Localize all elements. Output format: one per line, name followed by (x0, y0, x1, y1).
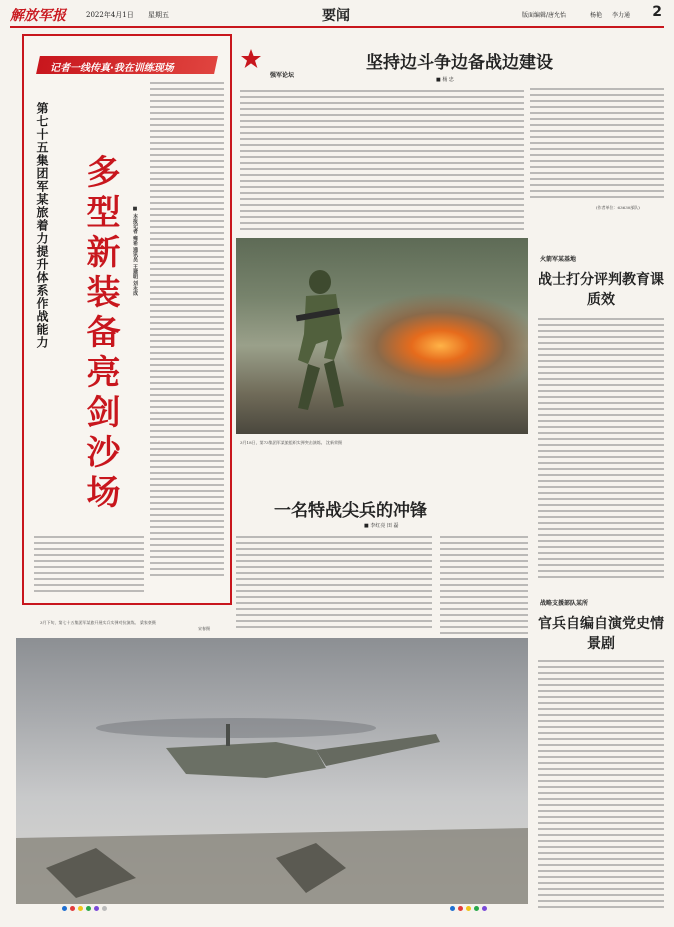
right-title-1 (538, 270, 664, 310)
right-text-1 (538, 318, 664, 582)
soldiers-photo (236, 238, 528, 434)
page-number: 2 (652, 4, 662, 20)
masthead (10, 4, 664, 26)
helicopter-photo (16, 638, 528, 904)
forum-header (236, 34, 664, 82)
soldier-figure (286, 268, 356, 418)
right-title-1-text: 战士打分评判教育课质效 (538, 272, 664, 308)
headline: 多型新装备亮剑沙场 (80, 154, 120, 514)
weekday: 星期五 (148, 11, 169, 19)
right-tag-1: 火箭军某基地 (540, 256, 577, 263)
right-tag-2: 战略支援部队某所 (540, 600, 589, 607)
story-title: 一名特战尖兵的冲锋 (274, 501, 427, 521)
right-title-2 (538, 614, 664, 654)
right-column (532, 250, 664, 920)
forum-text (240, 90, 524, 230)
article-text (150, 82, 224, 576)
article-text-bottom (34, 536, 144, 594)
right-title-2-text: 官兵自编自演党史情景剧 (538, 616, 664, 652)
forum-source: (作者单位：63630部队) (596, 205, 640, 210)
photo1-caption: 3月18日，第73集团军某旅组织实弹突击演练。 沈新荣摄 (240, 440, 342, 445)
left-photo-caption: 3月下旬，第七十五集团军某旅开展实兵实弹对抗演练。 梁家豪摄 (40, 620, 156, 625)
star-icon (240, 48, 262, 70)
right-text-2 (538, 660, 664, 910)
story-text-left (236, 536, 432, 628)
date: 2022年4月1日 (86, 11, 134, 19)
subtitle: 第七十五集团军某旅着力提升体系作战能力 (35, 102, 49, 349)
banner-text: 记者一线传真·我在训练现场 (50, 63, 174, 74)
forum-title: 坚持边斗争边备战边建设 (366, 53, 553, 73)
left-feature-box (22, 34, 232, 605)
proofreader: 杨艳 (590, 12, 603, 19)
forum-author: ■ 杨 忠 (436, 77, 454, 83)
printer: 李力通 (612, 12, 631, 19)
byline: ■ 本报记者 雍希 通讯员 王建明 刘永成 (132, 206, 138, 296)
editor-line: 版面编辑/唐允怡 (522, 12, 567, 19)
paper-name: 解放军报 (10, 8, 66, 24)
section-title: 要闻 (322, 8, 350, 24)
forum-tag: 强军论坛 (270, 72, 295, 79)
story-byline: ■ 李红亮 田 磊 (364, 523, 399, 529)
helicopter-figure (16, 638, 528, 904)
photo2-credit: 宋春摄 (198, 626, 210, 631)
forum-text-right (530, 88, 664, 200)
